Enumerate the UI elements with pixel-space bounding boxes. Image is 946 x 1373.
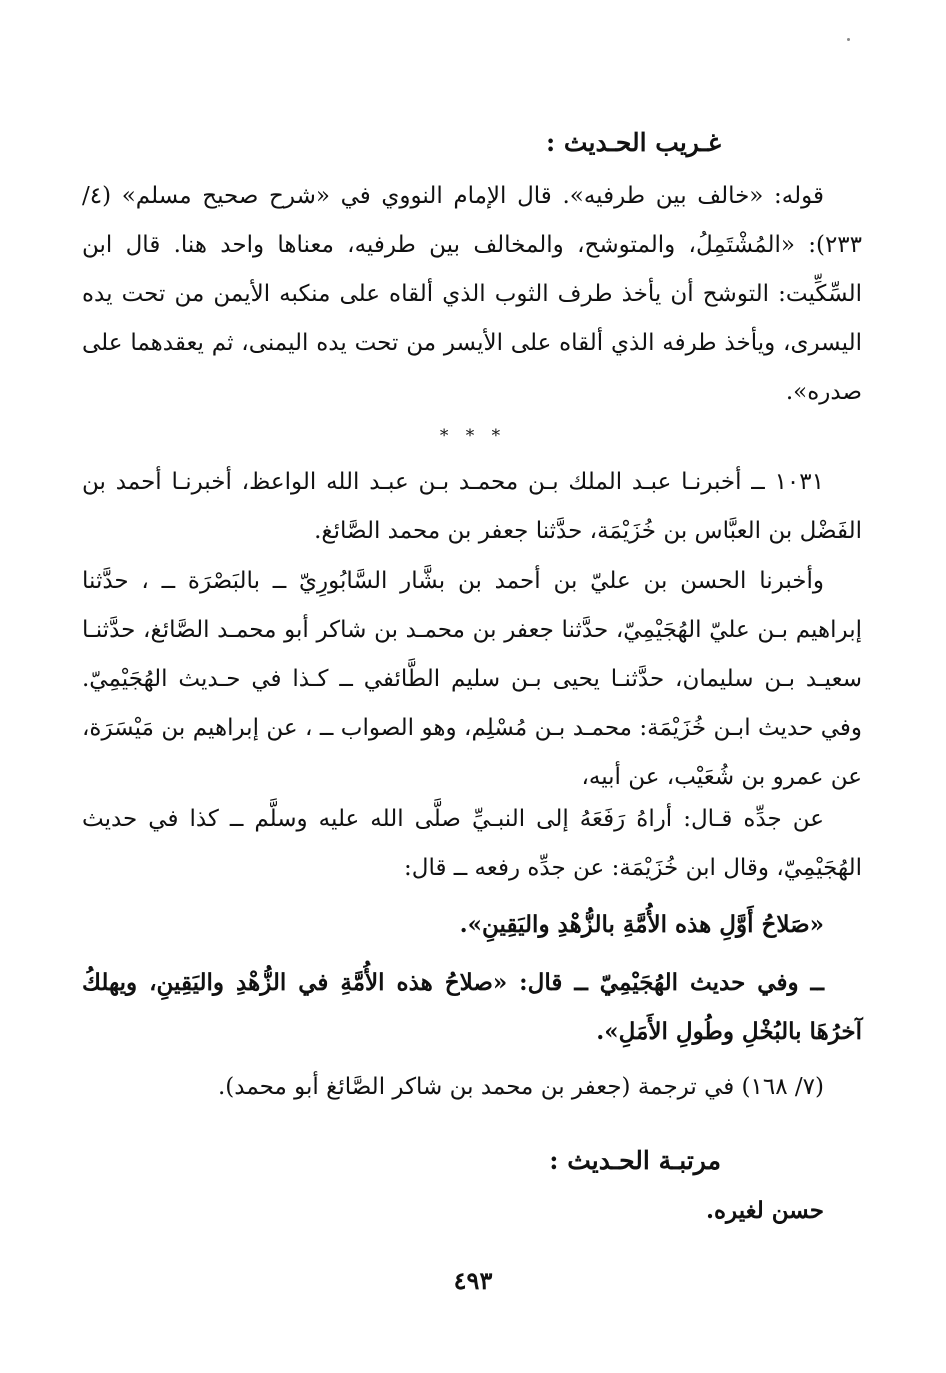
reference-note: (٧/ ١٦٨) في ترجمة (جعفر بن محمد بن شاكر الصَّائغ أبو محمد). (217, 1074, 824, 1100)
matn-1: «صَلاحُ أَوَّلِ هذه الأُمَّةِ بالزُّهْدِ واليَقِينِ». (459, 911, 824, 938)
gharib-paragraph: قوله: «خالف بين طرفيه». قال الإمام النووي في «شرح صحيح مسلم» (٤/ ٢٣٣): «المُشْتَمِلُ، والمتوشح، والمخالف بين طرفيه، معناها واحد هنا. قال ابن السِّكِّيت: التوشح أن يأخذ طرف الثوب الذي ألقاه على منكبه الأيمن من تحت يده اليسرى، ويأخذ طرفه الذي ألقاه على الأيسر من تحت يده اليمنى، ثم يعقدهما على صدره». (82, 183, 862, 405)
scan-speck (847, 38, 850, 41)
page-number: ٤٩٣ (453, 1266, 493, 1295)
matn-2: ــ وفي حديث الهُجَيْمِيّ ــ قال: «صلاحُ هذه الأُمَّةِ في الزُّهْدِ واليَقِينِ، ويهلكُ آخرُهَا بالبُخْلِ وطُولِ الأَمَلِ». (82, 969, 862, 1045)
heading-gharib: غـريب الحـديث : (546, 128, 721, 157)
section-separator: * * * (439, 426, 507, 446)
hadith-paragraph-1: ١٠٣١ ــ أخبرنـا عبـد الملك بـن محمـد بـن عبـد الله الواعظ، أخبرنـا أحمد بن الفَضْل بن العبَّاس بن خُزَيْمَة، حدَّثنا جعفر بن محمد الصَّائغ. (82, 469, 862, 544)
rutba-text: حسن لغيره. (705, 1197, 824, 1224)
heading-rutba: مرتبـة الحـديث : (549, 1146, 721, 1175)
hadith-paragraph-3: عن جدِّه قـال: أراهُ رَفَعَهُ إلى النبـيِّ صلَّى الله عليه وسلَّم ــ كذا في حديث الهُجَيْمِيّ، وقال ابن خُزَيْمَة: عن جدِّه رفعه ــ قال: (82, 806, 862, 881)
hadith-paragraph-2: وأخبرنا الحسن بن عليّ بن أحمد بن بشَّار السَّابُورِيّ ــ بالبَصْرَة ــ ، حدَّثنا إبراهيم بـن عليّ الهُجَيْمِيّ، حدَّثنا جعفر بن محمـد بن شاكر أبو محمـد الصَّائغ، حدَّثنـا سعيـد بـن سليمان، حدَّثنـا يحيى بـن سليم الطَّائفي ــ كـذا في حـديث الهُجَيْمِيّ. وفي حديث ابـن خُزَيْمَة: محمـد بـن مُسْلِم، وهو الصواب ــ ، عن إبراهيم بن مَيْسَرَة، عن عمرو بن شُعَيْب، عن أبيه، (82, 568, 862, 790)
